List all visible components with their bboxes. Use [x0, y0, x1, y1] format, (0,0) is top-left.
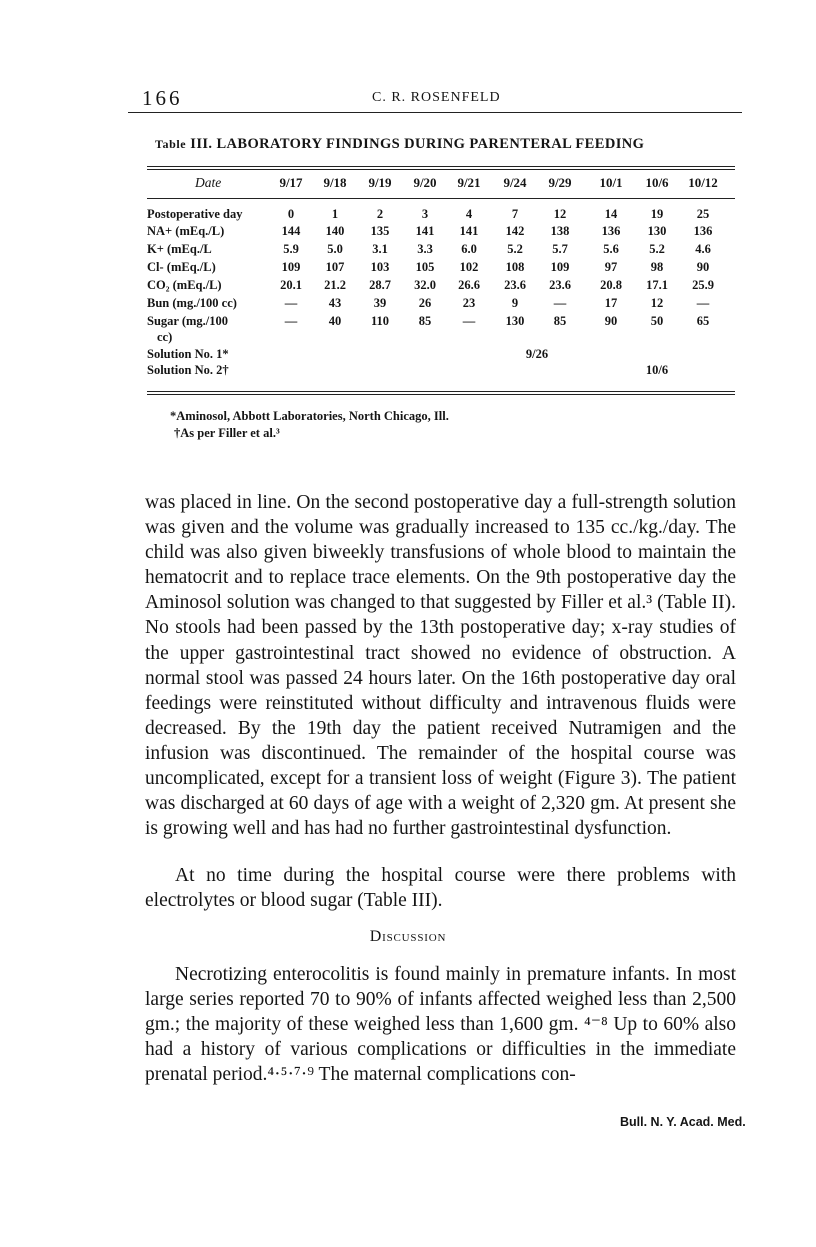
row-label: NA+ (mEq./L)	[147, 224, 225, 238]
table-top-rule-double	[147, 169, 735, 170]
table-cell: 109	[550, 260, 570, 274]
table-cell: —	[284, 296, 298, 310]
date-header-cell: 10/12	[688, 175, 718, 190]
table-cell: 135	[370, 224, 390, 238]
table-cell: 5.2	[507, 242, 523, 256]
row-label: Solution No. 1*	[147, 347, 229, 361]
row-label: Solution No. 2†	[147, 363, 229, 377]
table-cell: 141	[415, 224, 435, 238]
table-cell: 107	[325, 260, 345, 274]
table-cell: 105	[415, 260, 435, 274]
table-cell: 23.6	[504, 278, 526, 292]
table-cell: 140	[325, 224, 345, 238]
table-cell: 21.2	[324, 278, 346, 292]
footnote-aminosol: *Aminosol, Abbott Laboratories, North Chicago, Ill.	[170, 409, 449, 423]
paragraph-text: At no time during the hospital course were there problems with electrolytes or blood sugar (Table III).	[145, 865, 736, 912]
table-cell: 3	[421, 207, 429, 221]
table-cell: 25.9	[692, 278, 714, 292]
table-cell: 50	[650, 314, 664, 328]
table-cell: 4	[465, 207, 473, 221]
row-label: K+ (mEq./L	[147, 242, 212, 256]
table-cell: 98	[650, 260, 664, 274]
table-label: Table	[155, 137, 187, 151]
table-cell: 12	[553, 207, 567, 221]
table-cell: 65	[696, 314, 710, 328]
row-label: CO₂ (mEq./L)	[147, 278, 222, 292]
table-cell: 138	[550, 224, 570, 238]
table-cell: 40	[328, 314, 342, 328]
table-row-co2	[147, 278, 735, 294]
table-row-bun	[147, 296, 735, 312]
table-cell: 136	[693, 224, 713, 238]
table-cell: 90	[604, 314, 618, 328]
table-bottom-rule	[147, 391, 735, 392]
table-cell: 110	[370, 314, 390, 328]
table-cell: 130	[505, 314, 525, 328]
date-header-cell: 9/24	[503, 175, 527, 190]
table-row-postoperative-day	[147, 207, 735, 223]
table-header-rule	[147, 198, 735, 199]
table-cell: 9	[511, 296, 519, 310]
table-cell: 2	[376, 207, 384, 221]
table-cell: 136	[601, 224, 621, 238]
table-cell: 108	[505, 260, 525, 274]
body-paragraph	[145, 863, 736, 913]
table-cell: 109	[281, 260, 301, 274]
table-cell: 14	[604, 207, 618, 221]
table-cell: 28.7	[369, 278, 391, 292]
table-cell: 17.1	[646, 278, 668, 292]
table-cell: 23.6	[549, 278, 571, 292]
date-header-cell: 9/21	[457, 175, 481, 190]
table-header-row	[147, 175, 735, 193]
table-row-chloride	[147, 260, 735, 276]
table-cell: 12	[650, 296, 664, 310]
table-cell: —	[553, 296, 567, 310]
table-row-solution-1	[147, 347, 735, 363]
table-top-rule	[147, 166, 735, 167]
table-cell: —	[284, 314, 298, 328]
table-cell: 142	[505, 224, 525, 238]
row-label: Postoperative day	[147, 207, 243, 221]
date-header-cell: 9/20	[413, 175, 437, 190]
journal-footer: Bull. N. Y. Acad. Med.	[620, 1115, 746, 1129]
row-label: Cl- (mEq./L)	[147, 260, 216, 274]
table-cell: 26	[418, 296, 432, 310]
table-cell: 26.6	[458, 278, 480, 292]
table-cell: 130	[647, 224, 667, 238]
table-row-sugar	[147, 314, 735, 344]
table-cell: 3.1	[372, 242, 388, 256]
table-caption-text: III. LABORATORY FINDINGS DURING PARENTERAL FEEDING	[186, 136, 645, 152]
table-cell: 97	[604, 260, 618, 274]
table-cell: 85	[418, 314, 432, 328]
running-head-author: C. R. ROSENFELD	[372, 90, 501, 105]
table-cell: 90	[696, 260, 710, 274]
row-label-continuation: cc)	[157, 330, 173, 344]
paragraph-text: Necrotizing enterocolitis is found mainly in premature infants. In most large series reported 70 to 90% of infants affected weighed less than 2,500 gm.; the majority of these weighed less than 1,600 gm. ⁴⁻⁸ Up to 60% also had a history of various complications or difficulties in the immediate prenatal period.⁴·⁵·⁷·⁹ The maternal complications con-	[145, 964, 736, 1086]
table-caption	[155, 136, 735, 153]
body-paragraph	[145, 490, 736, 841]
table-cell: 32.0	[414, 278, 436, 292]
date-header-cell: 9/19	[368, 175, 392, 190]
date-header-cell: 9/17	[279, 175, 303, 190]
table-row-sodium	[147, 224, 735, 240]
paragraph-text: was placed in line. On the second postoperative day a full-strength solution was given and the volume was gradually increased to 135 cc./kg./day. The child was also given biweekly transfusions of whole blood to maintain the hematocrit and to replace trace elements. On the 9th postoperative day the Aminosol solution was changed to that suggested by Filler et al.³ (Table II). No stools had been passed by the 13th postoperative day; x-ray studies of the upper gastrointestinal tract showed no evidence of obstruction. A normal stool was passed 24 hours later. On the 16th postoperative day oral feedings were reinstituted without difficulty and intravenous fluids were decreased. By the 19th day the patient received Nutramigen and the infusion was discontinued. The remainder of the hospital course was uncomplicated, except for a transient loss of weight (Figure 3). The patient was discharged at 60 days of age with a weight of 2,320 gm. At present she is growing well and has had no further gastrointestinal dysfunction.	[145, 492, 736, 840]
section-heading-discussion: Discussion	[369, 928, 447, 945]
running-head	[142, 86, 742, 112]
table-cell: 6.0	[461, 242, 477, 256]
row-label: Sugar (mg./100	[147, 314, 229, 328]
table-cell: 17	[604, 296, 618, 310]
body-paragraph	[145, 962, 736, 1087]
table-row-potassium	[147, 242, 735, 258]
table-cell: 3.3	[417, 242, 433, 256]
date-header-cell: 9/18	[323, 175, 347, 190]
header-rule	[128, 112, 742, 113]
table-cell: —	[696, 296, 710, 310]
table-cell: 23	[462, 296, 476, 310]
table-cell: 43	[328, 296, 342, 310]
table-bottom-rule-double	[147, 394, 735, 395]
table-cell: 85	[553, 314, 567, 328]
table-cell: 7	[511, 207, 519, 221]
table-cell: 1	[331, 207, 339, 221]
table-footnotes	[170, 408, 449, 442]
table-cell: 5.0	[327, 242, 343, 256]
footnote-filler: †As per Filler et al.³	[174, 426, 280, 440]
table-cell: 9/26	[525, 347, 549, 361]
page-number: 166	[142, 86, 183, 110]
table-cell: 25	[696, 207, 710, 221]
table-row-solution-2	[147, 363, 735, 379]
table-cell: 20.8	[600, 278, 622, 292]
date-column-header: Date	[195, 175, 222, 190]
table-cell: 5.9	[283, 242, 299, 256]
table-cell: 4.6	[695, 242, 711, 256]
table-cell: 5.7	[552, 242, 568, 256]
table-cell: 141	[459, 224, 479, 238]
table-cell: 20.1	[280, 278, 302, 292]
table-cell: 10/6	[645, 363, 669, 377]
date-header-cell: 10/1	[599, 175, 623, 190]
table-cell: 19	[650, 207, 664, 221]
row-label: Bun (mg./100 cc)	[147, 296, 237, 310]
table-cell: 5.6	[603, 242, 619, 256]
date-header-cell: 10/6	[645, 175, 669, 190]
table-cell: 102	[459, 260, 479, 274]
table-cell: 39	[373, 296, 387, 310]
table-cell: 144	[281, 224, 301, 238]
table-cell: 5.2	[649, 242, 665, 256]
table-cell: 103	[370, 260, 390, 274]
table-cell: 0	[287, 207, 295, 221]
date-header-cell: 9/29	[548, 175, 572, 190]
table-cell: —	[462, 314, 476, 328]
